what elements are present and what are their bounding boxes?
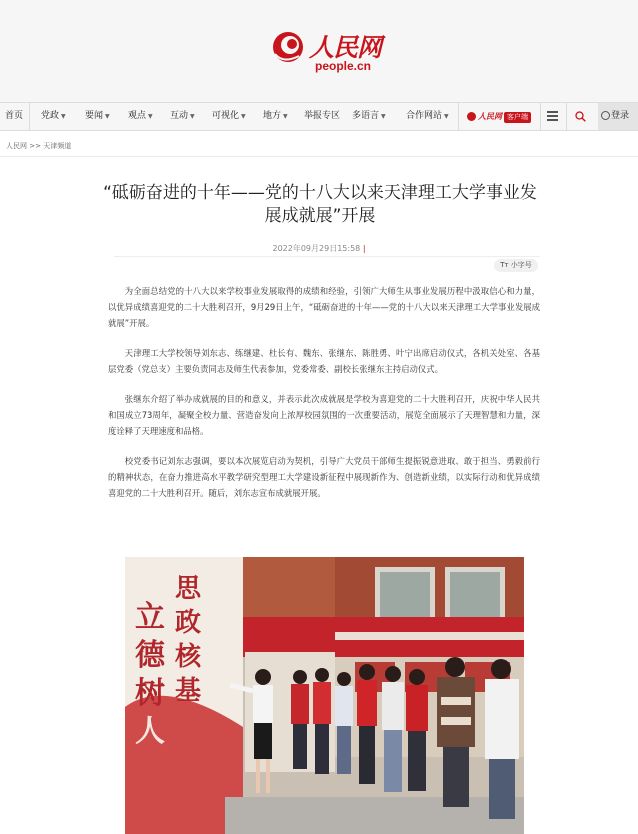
app-name: 人民网 bbox=[478, 112, 502, 121]
nav-label: 合作网站 bbox=[406, 111, 443, 121]
nav-item-local[interactable] bbox=[263, 103, 288, 130]
site-logo[interactable] bbox=[271, 28, 381, 74]
chevron-down-icon: ▼ bbox=[61, 113, 66, 120]
main-nav bbox=[0, 102, 638, 131]
logo-text-en: people.cn bbox=[315, 59, 372, 73]
article-paragraph: 为全面总结党的十八大以来学校事业发展取得的成绩和经验，引领广大师生从事业发展历程中汲取信心和力量，以优异成绩喜迎党的二十大胜利召开，9月29日上午，“砥砺奋进的十年——党的十八大以来天津理工大学事业发展成就展”开展。 bbox=[108, 286, 540, 328]
nav-label: 举报专区 bbox=[304, 111, 341, 121]
nav-item-party[interactable] bbox=[41, 103, 66, 130]
nav-label: 首页 bbox=[5, 111, 24, 121]
menu-icon[interactable] bbox=[547, 111, 558, 121]
chevron-down-icon: ▼ bbox=[381, 113, 386, 120]
nav-divider bbox=[458, 103, 459, 130]
article-meta bbox=[0, 243, 638, 254]
site-header bbox=[0, 0, 638, 102]
chevron-down-icon: ▼ bbox=[148, 113, 153, 120]
app-logo-icon bbox=[467, 112, 476, 121]
wall-slogan-char: 思 bbox=[175, 574, 202, 604]
wall-slogan-char: 树 bbox=[135, 676, 165, 711]
wall-slogan-char: 核 bbox=[175, 642, 202, 672]
publish-datetime: 2022年09月29日15:58 bbox=[272, 244, 361, 253]
logo-text-cn: 人民网 bbox=[309, 33, 382, 62]
nav-item-report[interactable] bbox=[304, 103, 340, 130]
font-size-label: 小字号 bbox=[510, 261, 532, 269]
wall-slogan-char: 基 bbox=[175, 676, 202, 706]
meta-divider: | bbox=[362, 244, 366, 253]
nav-item-interaction[interactable] bbox=[170, 103, 195, 130]
app-pill: 客户端 bbox=[504, 112, 531, 123]
login-label: 登录 bbox=[611, 111, 630, 121]
article-paragraph: 天津理工大学校领导刘东志、练继建、杜长有、魏东、张继东、陈胜勇、叶宁出席启动仪式，各机关处室、各基层党委（党总支）主要负责同志及师生代表参加，党委常委、副校长张继东主持启动仪式。 bbox=[108, 348, 540, 374]
nav-item-visual[interactable] bbox=[212, 103, 246, 130]
nav-item-opinion[interactable] bbox=[128, 103, 153, 130]
nav-divider bbox=[29, 103, 30, 130]
nav-item-home[interactable] bbox=[5, 103, 23, 130]
breadcrumb-separator: >> bbox=[29, 142, 41, 150]
user-icon bbox=[601, 111, 610, 120]
login-button[interactable] bbox=[598, 103, 638, 130]
nav-divider bbox=[540, 103, 541, 130]
nav-label: 多语言 bbox=[352, 111, 380, 121]
nav-label: 地方 bbox=[263, 111, 282, 121]
chevron-down-icon: ▼ bbox=[444, 113, 449, 120]
nav-divider bbox=[566, 103, 567, 130]
nav-item-partners[interactable] bbox=[406, 103, 449, 130]
chevron-down-icon: ▼ bbox=[283, 113, 288, 120]
divider bbox=[0, 156, 638, 157]
breadcrumb-channel-link[interactable]: 天津频道 bbox=[43, 142, 72, 150]
font-size-icon: Tт bbox=[500, 261, 509, 269]
chevron-down-icon: ▼ bbox=[105, 113, 110, 120]
divider bbox=[114, 256, 540, 257]
exhibition-photo-illustration bbox=[125, 557, 524, 834]
breadcrumb-home-link[interactable]: 人民网 bbox=[6, 142, 27, 150]
article-paragraph: 校党委书记刘东志强调，要以本次展览启动为契机，引导广大党员干部师生提振锐意进取、敢于担当、勇毅前行的精神状态，在奋力推进高水平教学研究型理工大学建设新征程中展现新作为、创造新业绩，以实际行动和优异成绩喜迎党的二十大胜利召开。随后，刘东志宣布成就展开展。 bbox=[108, 456, 540, 498]
wall-slogan-char: 立 bbox=[135, 600, 165, 635]
wall-slogan-char: 人 bbox=[135, 714, 165, 749]
nav-item-news[interactable] bbox=[85, 103, 110, 130]
nav-label: 互动 bbox=[170, 111, 189, 121]
font-size-toggle[interactable] bbox=[494, 259, 538, 272]
nav-label: 可视化 bbox=[212, 111, 240, 121]
logo-mark-icon bbox=[271, 30, 305, 64]
wall-slogan-char: 政 bbox=[175, 608, 202, 638]
nav-label: 观点 bbox=[128, 111, 147, 121]
chevron-down-icon: ▼ bbox=[190, 113, 195, 120]
nav-label: 要闻 bbox=[85, 111, 104, 121]
search-icon[interactable] bbox=[575, 111, 586, 122]
article-title: “砥砺奋进的十年——党的十八大以来天津理工大学事业发展成就展”开展 bbox=[103, 183, 537, 226]
chevron-down-icon: ▼ bbox=[241, 113, 246, 120]
nav-label: 党政 bbox=[41, 111, 60, 121]
wall-slogan-char: 德 bbox=[135, 638, 165, 673]
app-download-link[interactable] bbox=[467, 110, 531, 123]
article-photo bbox=[125, 557, 524, 834]
nav-item-language[interactable] bbox=[352, 103, 386, 130]
article-body bbox=[108, 283, 540, 515]
article-paragraph: 张继东介绍了举办成就展的目的和意义，并表示此次成就展是学校为喜迎党的二十大胜利召开，庆祝中华人民共和国成立73周年，凝聚全校力量、营造奋发向上浓厚校园氛围的一次重要活动，展览全面展示了天理智慧和力量，深度诠释了天理速度和品格。 bbox=[108, 394, 540, 436]
breadcrumb bbox=[6, 141, 71, 151]
